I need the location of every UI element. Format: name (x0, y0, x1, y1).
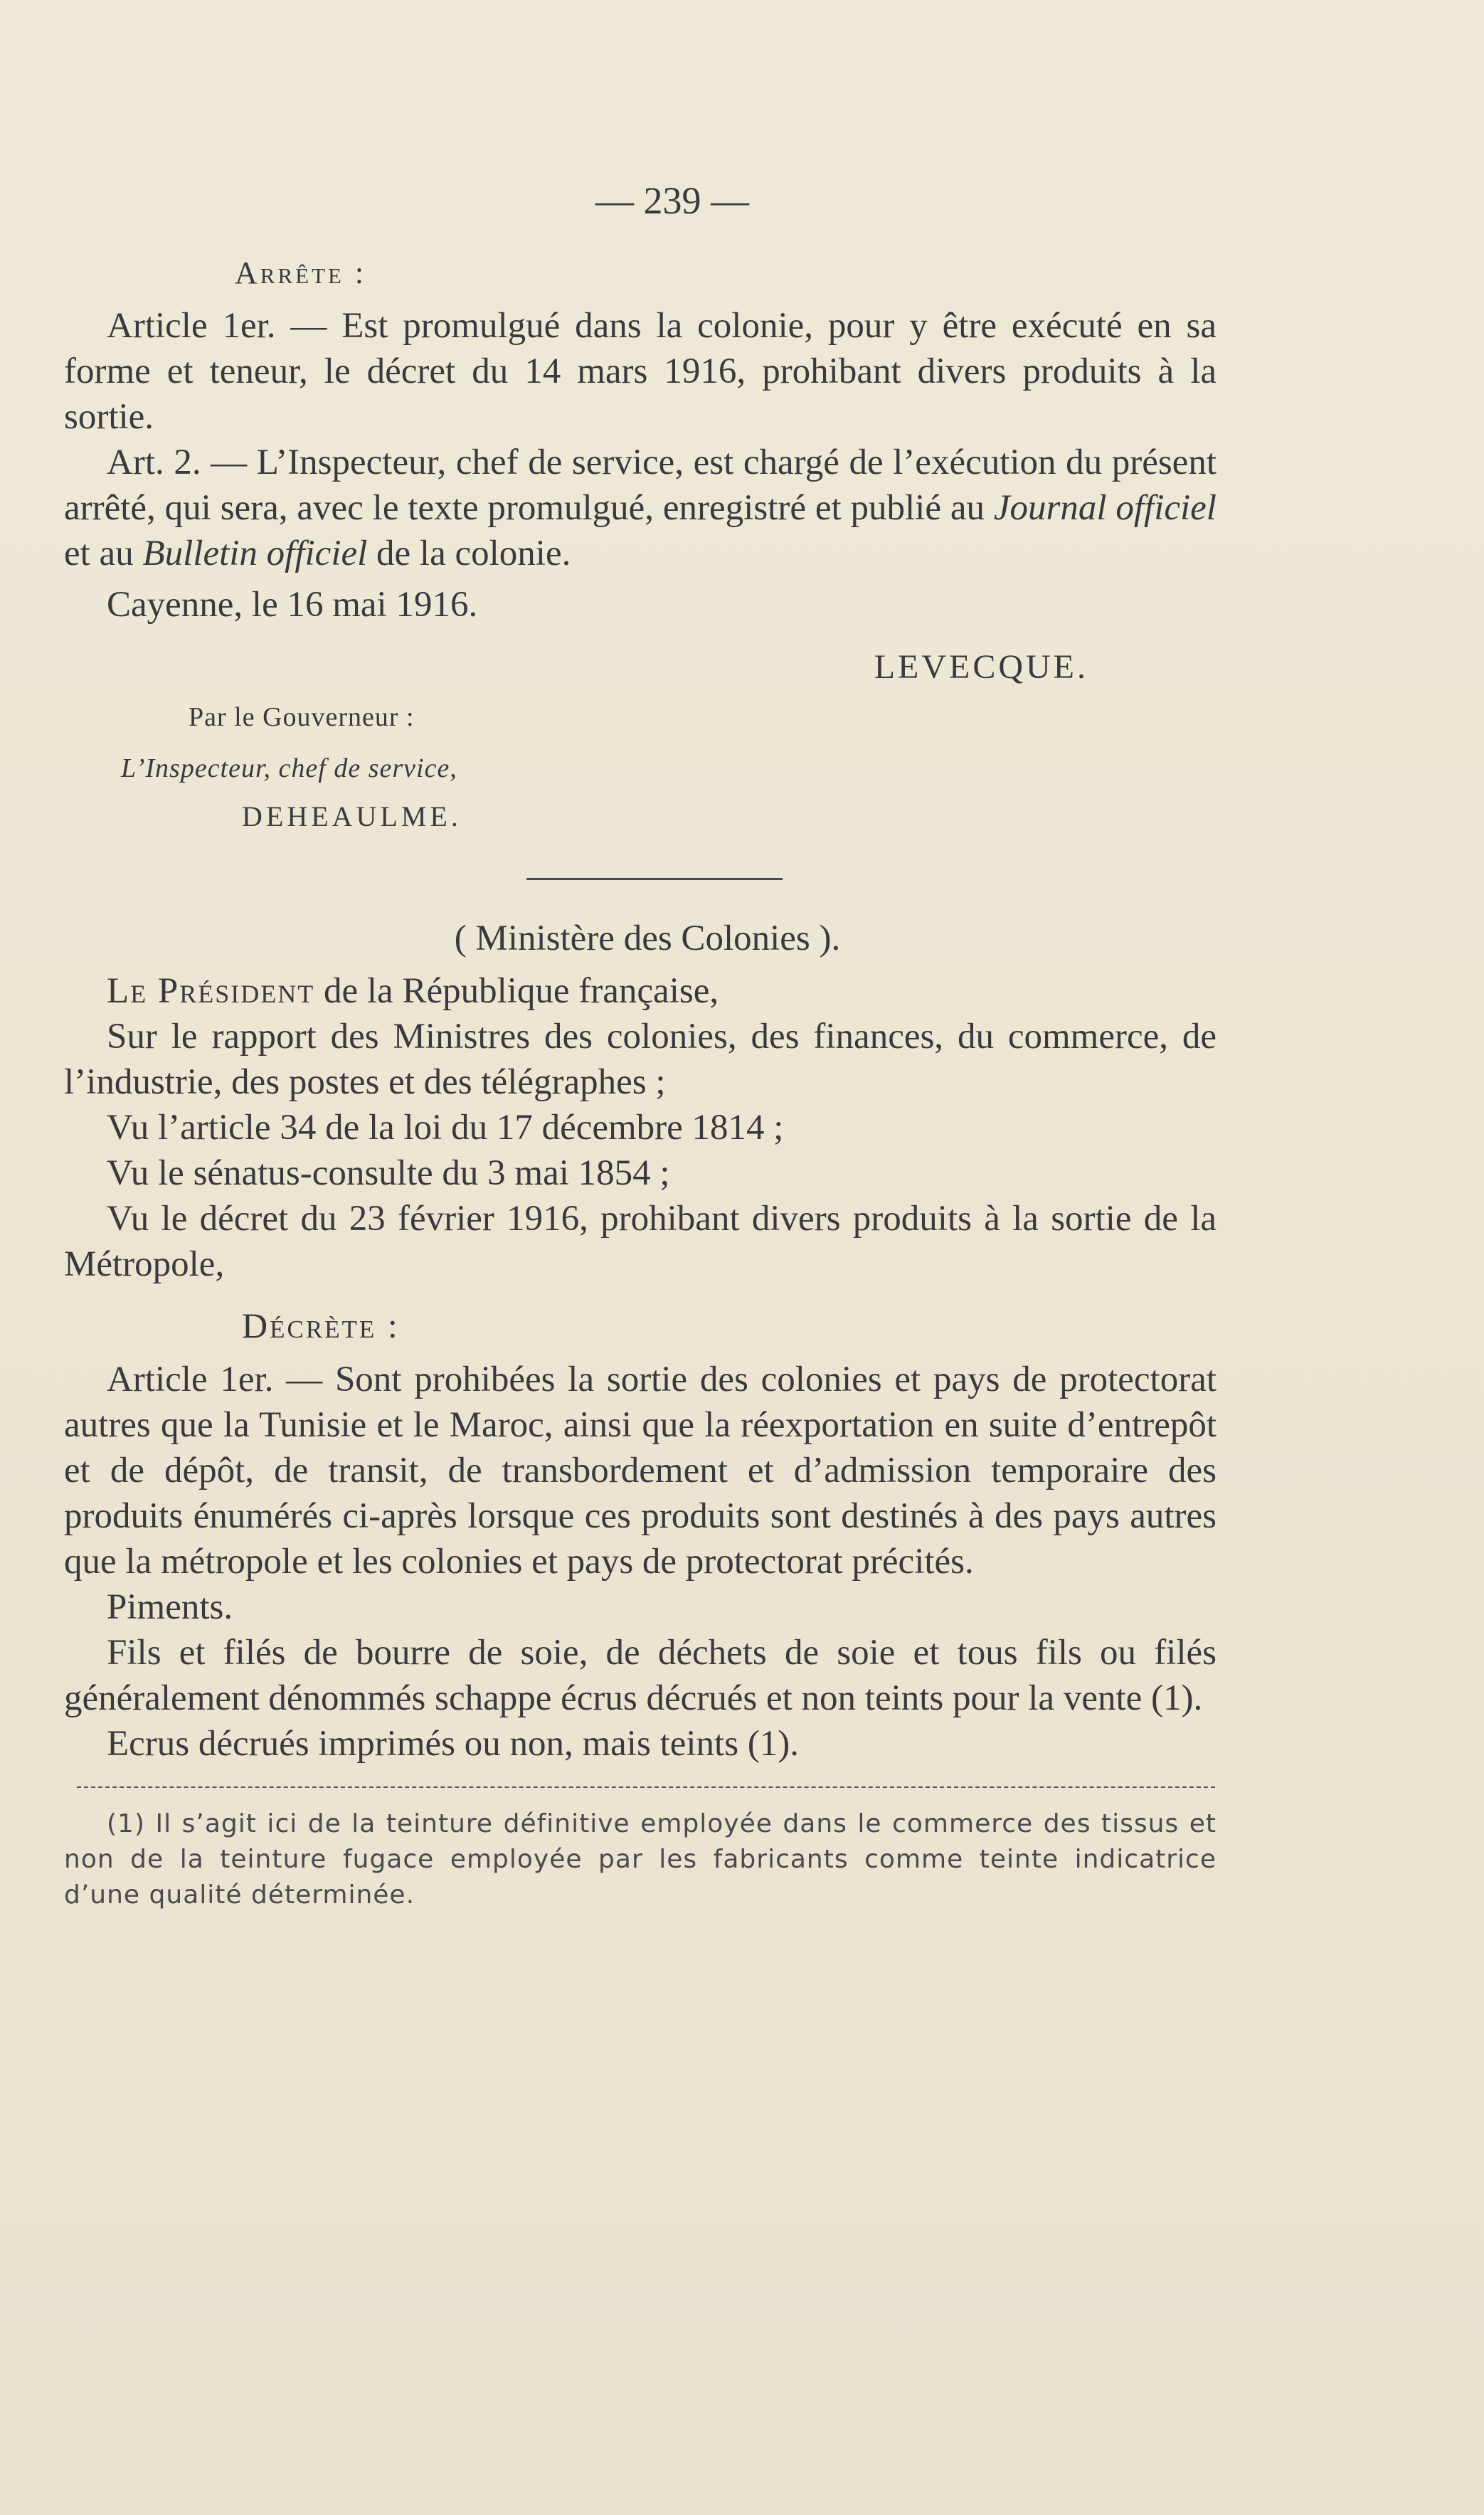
product-item-piments: Piments. (107, 1587, 233, 1627)
ministry-heading: ( Ministère des Colonies ). (454, 918, 841, 958)
arrete-article-2-mid: et au (64, 534, 143, 573)
arrete-date: Cayenne, le 16 mai 1916. (107, 585, 478, 625)
visa-loi: Vu l’article 34 de la loi du 17 décembre 1814 ; (107, 1108, 784, 1148)
arrete-article-2-text: Art. 2. — L’Inspecteur, chef de service, est chargé de l’exécution du présent arrêté, qui sera, avec le texte promulgué, enregistré et publié au (64, 443, 1217, 528)
product-item-fils: Fils et filés de bourre de soie, de déchets de soie et tous fils ou filés généralement dénommés schappe écrus décrués et non teints pour la vente (1). (64, 1633, 1217, 1718)
inspector-signature: DEHEAULME. (242, 800, 462, 832)
visa-senatus-consulte: Vu le sénatus-consulte du 3 mai 1854 ; (107, 1153, 670, 1193)
arrete-article-2 (64, 440, 1217, 576)
decret-article-1: Article 1er. — Sont prohibées la sortie des colonies et pays de protectorat autres que la Tunisie et le Maroc, ainsi que la réexportation en suite d’entrepôt et de dépôt, de transit, de transbordement et d’admission temporaire des produits énumérés ci-après lorsque ces produits sont destinés à des pays autres que la métropole et les colonies et pays de protectorat précités. (64, 1360, 1217, 1582)
section-divider (526, 878, 783, 880)
arrete-article-2-end: de la colonie. (367, 534, 571, 573)
footnote-divider (77, 1786, 1215, 1788)
governor-signature: LEVECQUE. (874, 648, 1088, 686)
footnote: (1) Il s’agit ici de la teinture définitive employée dans le commerce des tissus et non de la teinture fugace employée par les fabricants comme teinte indicatrice d’une qualité déterminée. (64, 1809, 1217, 1910)
arrete-article-1: Article 1er. — Est promulgué dans la colonie, pour y être exécuté en sa forme et teneur, le décret du 14 mars 1916, prohibant divers produits à la sortie. (64, 306, 1217, 437)
president-rest: de la République française, (314, 971, 719, 1011)
journal-officiel-title: Journal officiel (993, 488, 1217, 528)
page-content (64, 178, 1217, 1913)
president-label: Le Président (107, 971, 315, 1011)
product-item-ecrus: Ecrus décrués imprimés ou non, mais teints (1). (107, 1724, 800, 1764)
bulletin-officiel-title: Bulletin officiel (142, 534, 368, 573)
par-le-gouverneur: Par le Gouverneur : (189, 702, 415, 732)
arrete-heading: Arrête : (235, 255, 367, 290)
president-line (64, 968, 1217, 1014)
visa-decret: Vu le décret du 23 février 1916, prohibant divers produits à la sortie de la Métropole, (64, 1199, 1217, 1284)
page-number: — 239 — (595, 179, 749, 222)
inspector-title: L’Inspecteur, chef de service, (121, 753, 457, 783)
visa-rapport: Sur le rapport des Ministres des colonies, des finances, du commerce, de l’industrie, des postes et des télégraphes ; (64, 1017, 1217, 1102)
decrete-heading: Décrète : (242, 1306, 400, 1345)
